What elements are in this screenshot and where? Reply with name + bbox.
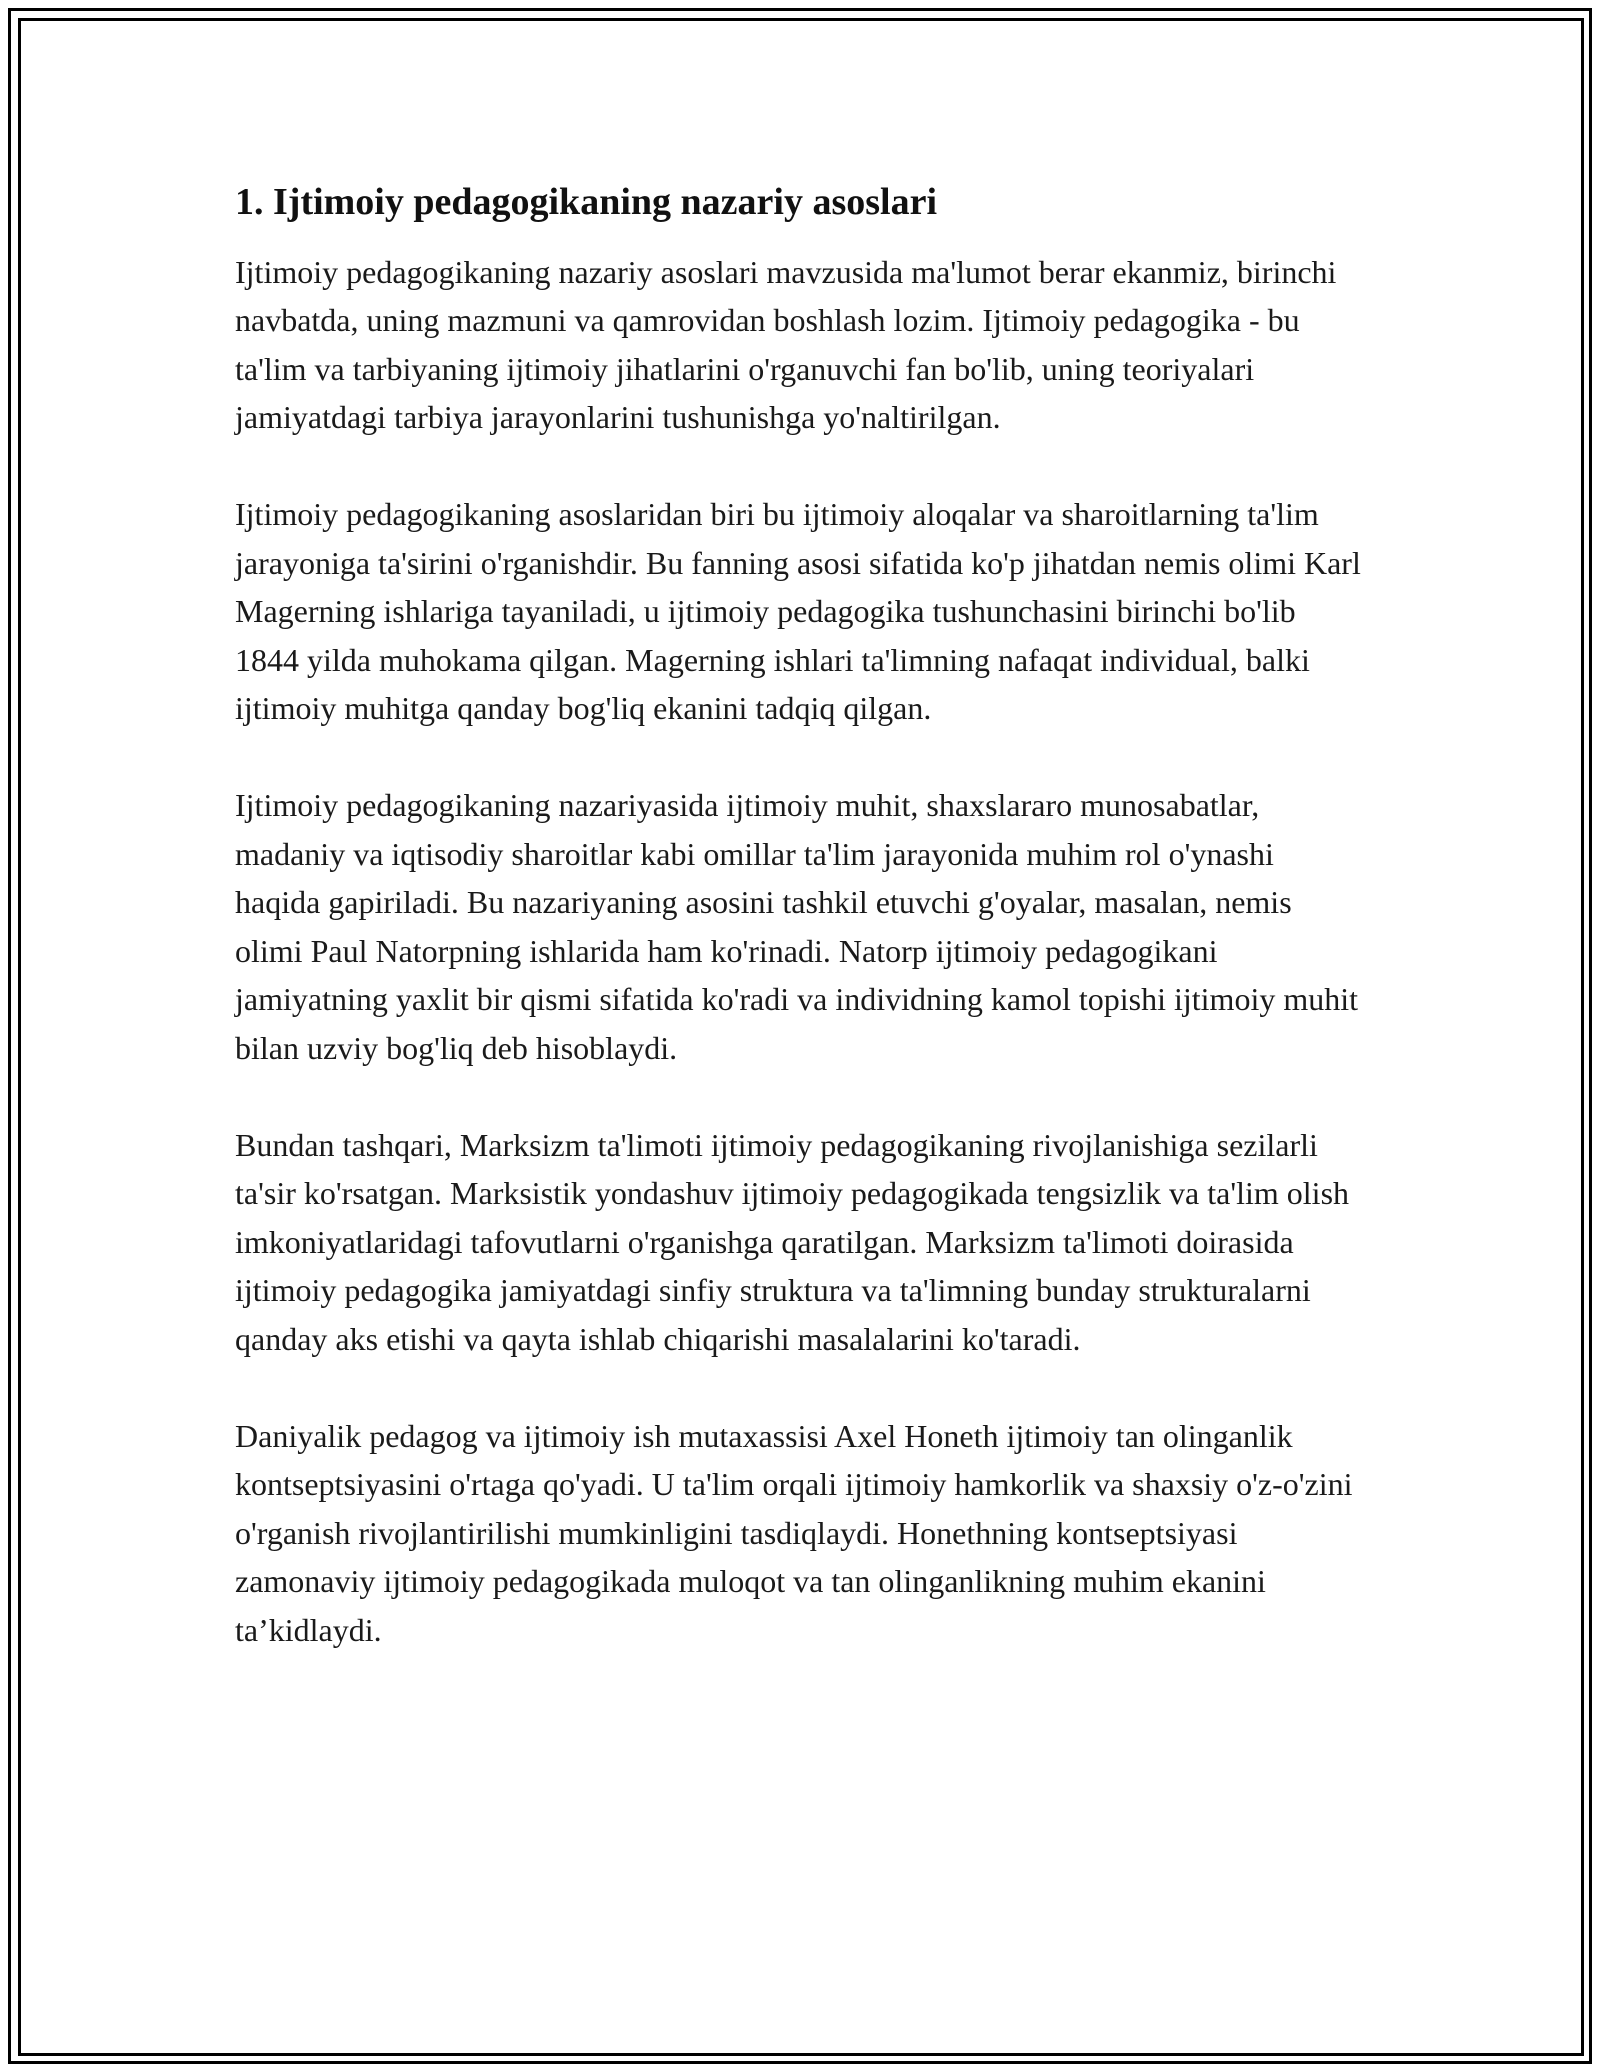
paragraph-4: Bundan tashqari, Marksizm ta'limoti ijtimoiy pedagogikaning rivojlanishiga sezilarli ta'sir ko'rsatgan. Marksistik yondashuv ijtimoiy pedagogikada tengsizlik va ta'lim olish imkoniyatlaridagi tafovutlarni o'rganishga qaratilgan. Marksizm ta'limoti doirasida ijtimoiy pedagogika jamiyatdagi sinfiy struktura va ta'limning bunday strukturalarni qanday aks etishi va qayta ishlab chiqarishi masalalarini ko'taradi. <box>235 1126 1350 1357</box>
page-title: 1. Ijtimoiy pedagogikaning nazariy asoslari <box>235 181 937 223</box>
document-body <box>235 180 1365 1703</box>
paragraph-5: Daniyalik pedagog va ijtimoiy ish mutaxassisi Axel Honeth ijtimoiy tan olinganlik kontseptsiyasini o'rtaga qo'yadi. U ta'lim orqali ijtimoiy hamkorlik va shaxsiy o'z-o'zini o'rganish rivojlantirilishi mumkinligini tasdiqlaydi. Honethning kontseptsiyasi zamonaviy ijtimoiy pedagogikada muloqot va tan olinganlikning muhim ekanini ta’kidlaydi. <box>235 1417 1353 1648</box>
paragraph-2: Ijtimoiy pedagogikaning asoslaridan biri bu ijtimoiy aloqalar va sharoitlarning ta'lim jarayoniga ta'sirini o'rganishdir. Bu fanning asosi sifatida ko'p jihatdan nemis olimi Karl Magerning ishlariga tayaniladi, u ijtimoiy pedagogika tushunchasini birinchi bo'lib 1844 yilda muhokama qilgan. Magerning ishlari ta'limning nafaqat individual, balki ijtimoiy muhitga qanday bog'liq ekanini tadqiq qilgan. <box>235 496 1361 727</box>
paragraph-1: Ijtimoiy pedagogikaning nazariy asoslari mavzusida ma'lumot berar ekanmiz, birinchi navbatda, uning mazmuni va qamrovidan boshlash lozim. Ijtimoiy pedagogika - bu ta'lim va tarbiyaning ijtimoiy jihatlarini o'rganuvchi fan bo'lib, uning teoriyalari jamiyatdagi tarbiya jarayonlarini tushunishga yo'naltirilgan. <box>235 253 1337 436</box>
paragraph-3: Ijtimoiy pedagogikaning nazariyasida ijtimoiy muhit, shaxslararo munosabatlar, madaniy va iqtisodiy sharoitlar kabi omillar ta'lim jarayonida muhim rol o'ynashi haqida gapiriladi. Bu nazariyaning asosini tashkil etuvchi g'oyalar, masalan, nemis olimi Paul Natorpning ishlarida ham ko'rinadi. Natorp ijtimoiy pedagogikani jamiyatning yaxlit bir qismi sifatida ko'radi va individning kamol topishi ijtimoiy muhit bilan uzviy bog'liq deb hisoblaydi. <box>235 787 1358 1066</box>
